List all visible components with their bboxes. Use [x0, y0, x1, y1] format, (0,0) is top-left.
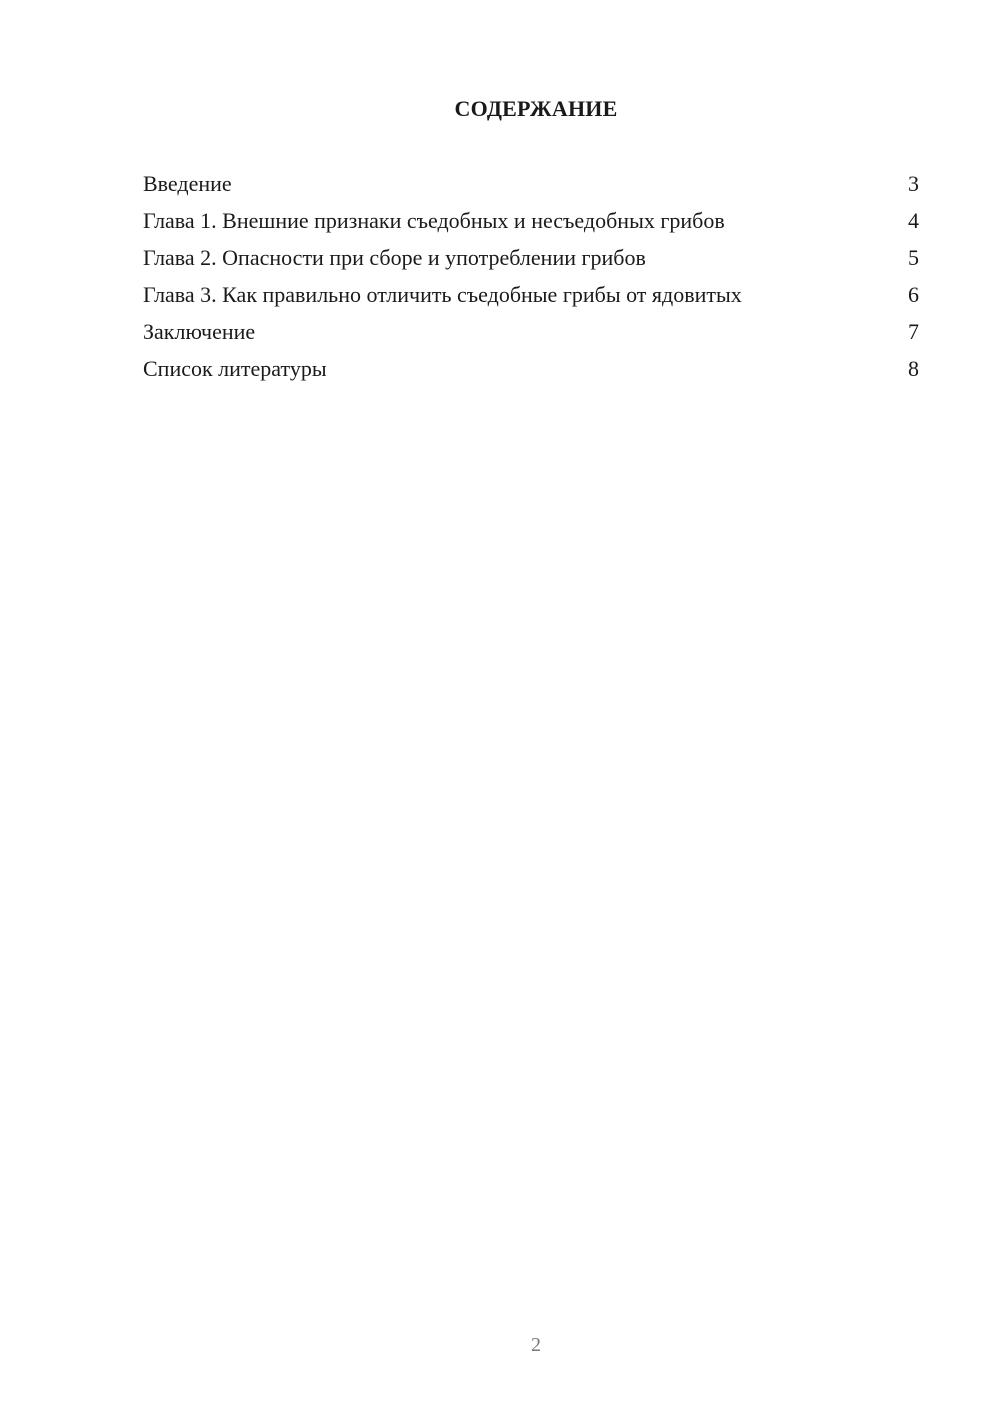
- toc-entry-chapter-3: [143, 281, 919, 308]
- toc-entry-label: Глава 2. Опасности при сборе и употреблении грибов: [143, 245, 646, 270]
- toc-entry-label: Заключение: [143, 319, 256, 344]
- toc-entry-label: Глава 1. Внешние признаки съедобных и несъедобных грибов: [143, 208, 725, 233]
- toc-entry-chapter-2: [143, 244, 919, 271]
- table-of-contents: [143, 170, 919, 392]
- toc-entry-label: Список литературы: [143, 356, 327, 381]
- page-number: 2: [531, 1334, 541, 1356]
- toc-entry-label: Введение: [143, 171, 232, 196]
- toc-entry-label: Глава 3. Как правильно отличить съедобные грибы от ядовитых: [143, 282, 742, 307]
- toc-entry-page: 5: [908, 245, 919, 270]
- toc-entry-page: 7: [908, 319, 919, 344]
- toc-entry-chapter-1: [143, 207, 919, 234]
- toc-entry-conclusion: [143, 318, 919, 345]
- toc-entry-page: 6: [908, 282, 919, 307]
- toc-entry-references: [143, 355, 919, 382]
- toc-entry-introduction: [143, 170, 919, 197]
- toc-entry-page: 3: [908, 171, 919, 196]
- toc-entry-page: 4: [908, 208, 919, 233]
- page-title: СОДЕРЖАНИЕ: [454, 96, 618, 121]
- toc-entry-page: 8: [908, 356, 919, 381]
